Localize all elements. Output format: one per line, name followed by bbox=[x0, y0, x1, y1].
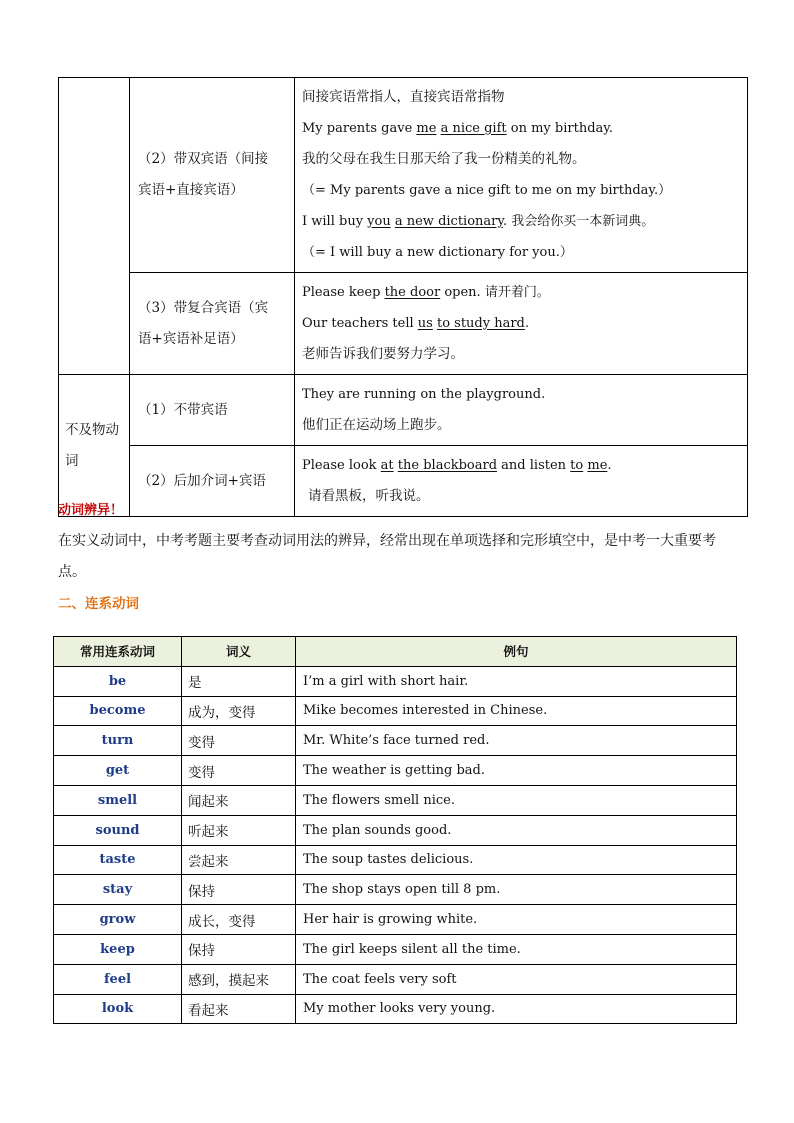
verb-cell: stay bbox=[54, 875, 182, 905]
table-row bbox=[54, 905, 737, 935]
meaning-cell: 变得 bbox=[182, 756, 296, 786]
example-cell: Mike becomes interested in Chinese. bbox=[296, 696, 737, 726]
example-cell: The weather is getting bad. bbox=[296, 756, 737, 786]
example-line: My parents gave me a nice gift on my birthday. bbox=[302, 121, 614, 136]
meaning-cell: 闻起来 bbox=[182, 785, 296, 815]
verb-cell: sound bbox=[54, 815, 182, 845]
prep-object-examples bbox=[295, 446, 748, 517]
verb-cell: smell bbox=[54, 785, 182, 815]
label-line: （2）带双宾语（间接 bbox=[138, 151, 269, 167]
equivalent-line: （= My parents gave a nice gift to me on my birthday.） bbox=[302, 183, 672, 198]
label-line: （3）带复合宾语（宾 bbox=[138, 299, 269, 316]
label-line: 语+宾语补足语） bbox=[138, 330, 244, 347]
meaning-cell: 成长，变得 bbox=[182, 905, 296, 935]
example-cell: I’m a girl with short hair. bbox=[296, 666, 737, 696]
example-line: I will buy you a new dictionary. 我会给你买一本新词典。 bbox=[302, 214, 655, 229]
verb-cell: turn bbox=[54, 726, 182, 756]
transitive-category-cell bbox=[59, 78, 130, 375]
meaning-cell: 变得 bbox=[182, 726, 296, 756]
example-line: Please keep the door open. 请开着门。 bbox=[302, 285, 550, 300]
translation-line: 老师告诉我们要努力学习。 bbox=[302, 346, 464, 362]
prep-object-label: （2）后加介词+宾语 bbox=[130, 446, 295, 517]
example-line: Our teachers tell us to study hard. bbox=[302, 316, 530, 331]
example-cell: The soup tastes delicious. bbox=[296, 845, 737, 875]
table-row bbox=[54, 815, 737, 845]
section-title: 二、连系动词 bbox=[58, 596, 139, 612]
example-cell: My mother looks very young. bbox=[296, 994, 737, 1024]
verb-cell: look bbox=[54, 994, 182, 1024]
table-row bbox=[54, 964, 737, 994]
table-row bbox=[54, 845, 737, 875]
meaning-cell: 成为，变得 bbox=[182, 696, 296, 726]
verb-cell: keep bbox=[54, 934, 182, 964]
meaning-cell: 看起来 bbox=[182, 994, 296, 1024]
verb-cell: grow bbox=[54, 905, 182, 935]
example-cell: The plan sounds good. bbox=[296, 815, 737, 845]
note-line: 间接宾语常指人，直接宾语常指物 bbox=[302, 89, 505, 105]
translation-line: 我的父母在我生日那天给了我一份精美的礼物。 bbox=[302, 151, 586, 167]
meaning-cell: 保持 bbox=[182, 875, 296, 905]
no-object-label: （1）不带宾语 bbox=[130, 375, 295, 446]
example-cell: The shop stays open till 8 pm. bbox=[296, 875, 737, 905]
verb-note-title: 动词辨异！ bbox=[58, 503, 124, 518]
table-row bbox=[54, 875, 737, 905]
table-row bbox=[54, 726, 737, 756]
table-row bbox=[54, 666, 737, 696]
meaning-cell: 保持 bbox=[182, 934, 296, 964]
translation-line: 他们正在运动场上跑步。 bbox=[302, 417, 451, 433]
no-object-examples bbox=[295, 375, 748, 446]
verb-cell: get bbox=[54, 756, 182, 786]
verb-usage-table bbox=[58, 77, 748, 517]
verb-cell: taste bbox=[54, 845, 182, 875]
complex-object-label bbox=[130, 273, 295, 375]
category-line: 词 bbox=[65, 452, 79, 469]
verb-cell: become bbox=[54, 696, 182, 726]
verb-cell: be bbox=[54, 666, 182, 696]
example-cell: The coat feels very soft bbox=[296, 964, 737, 994]
meaning-cell: 尝起来 bbox=[182, 845, 296, 875]
header-example: 例句 bbox=[296, 637, 737, 667]
header-meaning: 词义 bbox=[182, 637, 296, 667]
example-cell: The girl keeps silent all the time. bbox=[296, 934, 737, 964]
example-line: Please look at the blackboard and listen to me. bbox=[302, 458, 612, 473]
double-object-label bbox=[130, 78, 295, 273]
meaning-cell: 感到，摸起来 bbox=[182, 964, 296, 994]
linking-verb-table bbox=[53, 636, 737, 1024]
equivalent-line: （= I will buy a new dictionary for you.） bbox=[302, 245, 573, 260]
header-verb: 常用连系动词 bbox=[54, 637, 182, 667]
verb-cell: feel bbox=[54, 964, 182, 994]
example-line: They are running on the playground. bbox=[302, 387, 546, 402]
category-line: 不及物动 bbox=[65, 421, 119, 438]
table-row bbox=[54, 994, 737, 1024]
table-row bbox=[54, 696, 737, 726]
double-object-examples bbox=[295, 78, 748, 273]
complex-object-examples bbox=[295, 273, 748, 375]
meaning-cell: 听起来 bbox=[182, 815, 296, 845]
example-cell: Her hair is growing white. bbox=[296, 905, 737, 935]
example-cell: The flowers smell nice. bbox=[296, 785, 737, 815]
label-line: 宾语+直接宾语） bbox=[138, 182, 244, 198]
table-header-row bbox=[54, 637, 737, 667]
verb-note-text: 在实义动词中，中考考题主要考查动词用法的辨异，经常出现在单项选择和完形填空中，是中考一大重要考点。 bbox=[58, 533, 716, 580]
intransitive-category-cell bbox=[59, 375, 130, 517]
table-row bbox=[54, 756, 737, 786]
translation-line: 请看黑板，听我说。 bbox=[308, 488, 430, 504]
table-row bbox=[54, 785, 737, 815]
example-cell: Mr. White’s face turned red. bbox=[296, 726, 737, 756]
meaning-cell: 是 bbox=[182, 666, 296, 696]
table-row bbox=[54, 934, 737, 964]
